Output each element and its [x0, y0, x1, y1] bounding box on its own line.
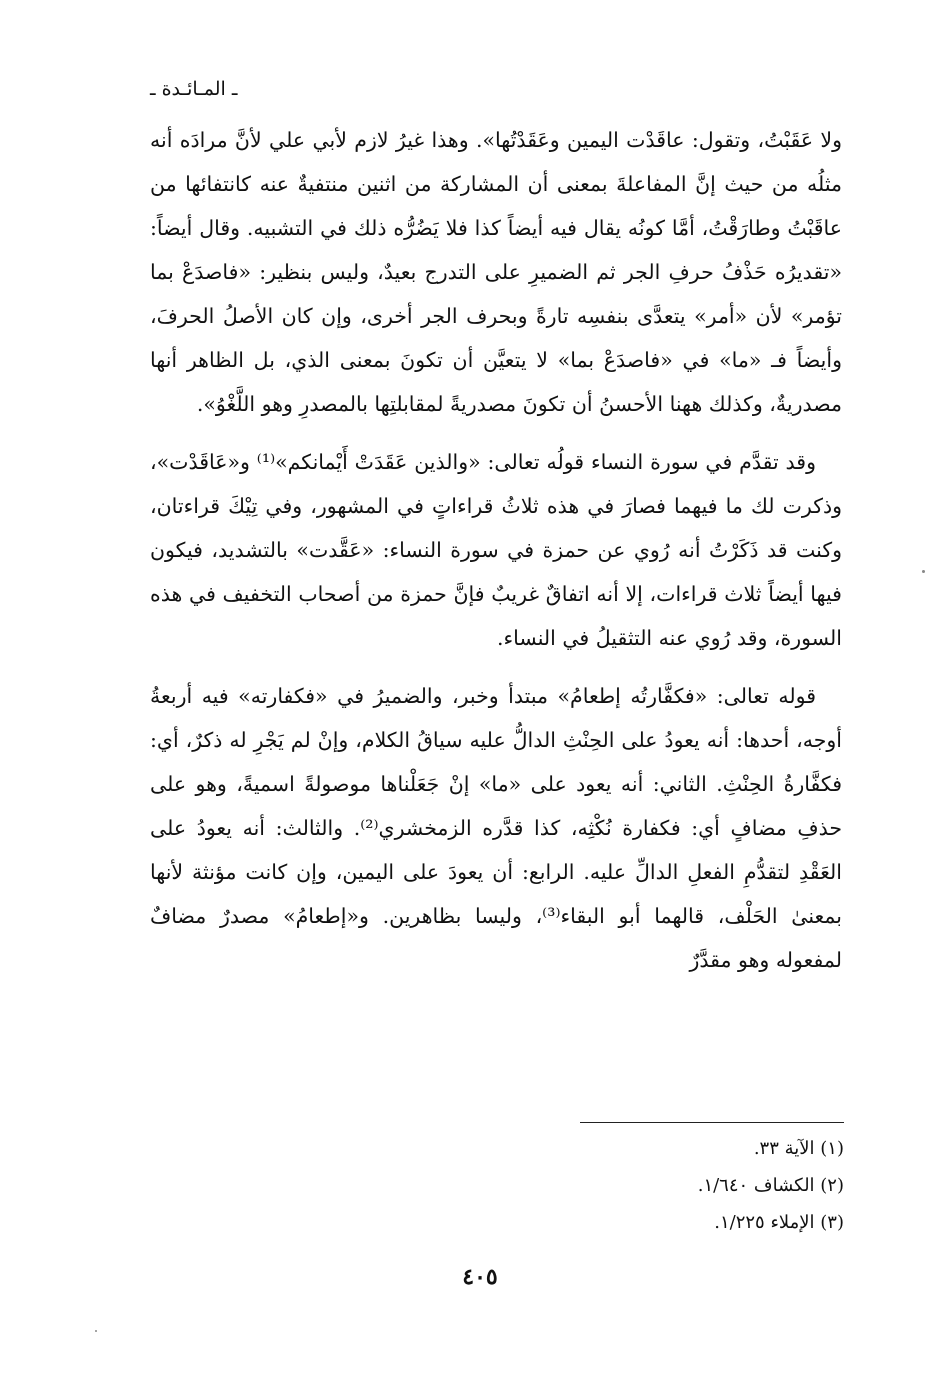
- footnote-separator: [580, 1122, 844, 1123]
- paragraph: وقد تقدَّم في سورة النساء قولُه تعالى: «والذين عَقَدَتْ أَيْمانكم»⁽¹⁾ و«عَاقَدْت»، وذكرت لك ما فيهما فصارَ في هذه ثلاثُ قراءاتٍ في المشهور، وفي تِيْكَ قراءتان، وكنت قد ذَكَرْتُ أنه رُوي عن حمزة في سورة النساء: «عَقَّدت» بالتشديد، فيكون فيها أيضاً ثلاث قراءات، إلا أنه اتفاقٌ غريبٌ فإنَّ حمزة من أصحاب التخفيف في هذه السورة، وقد رُوي عنه التثقيلُ في النساء.: [150, 450, 842, 650]
- footnotes: [420, 1130, 844, 1241]
- running-header: ـ المـائـدة ـ: [150, 78, 238, 100]
- body-text: [150, 118, 842, 996]
- scan-speck: [922, 570, 925, 573]
- paragraph: قوله تعالى: «فكفَّارتُه إطعامُ» مبتدأ وخبر، والضميرُ في «فكفارته» فيه أربعةُ أوجه، أحدها: أنه يعودُ على الحِنْثِ الدالُّ عليه سياقُ الكلام، وإنْ لم يَجْرِ له ذكرٌ، أي: فكفَّارةُ الحِنْثِ. الثاني: أنه يعود على «ما» إنْ جَعَلْناها موصولةً اسميةً، وهو على حذفِ مضافٍ أي: فكفارة نُكْثِه، كذا قدَّره الزمخشري⁽²⁾. والثالث: أنه يعودُ على العَقْدِ لتقدُّمِ الفعلِ الدالِّ عليه. الرابع: أن يعودَ على اليمين، وإن كانت مؤنثة لأنها بمعنىٰ الحَلْف، قالهما أبو البقاء⁽³⁾، وليسا بظاهرين. و«إطعامُ» مصدرٌ مضافٌ لمفعوله وهو مقدَّرٌ: [150, 684, 843, 972]
- footnote: (٣) الإملاء ١/٢٢٥.: [714, 1212, 844, 1233]
- footnote: (١) الآية ٣٣.: [753, 1138, 844, 1159]
- footnote: (٢) الكشاف ١/٦٤٠.: [697, 1175, 844, 1196]
- page-number: ٤٠٥: [462, 1264, 498, 1290]
- scan-speck: [95, 1330, 97, 1332]
- paragraph: ولا عَقَبْتُ، وتقول: عاقَدْت اليمين وعَقَدْتُها». وهذا غيرُ لازم لأبي علي لأنَّ مرادَه أنه مثلُه من حيث إنَّ المفاعلةَ بمعنى أن المشاركة من اثنين منتفيةٌ عنه كانتفائها من عاقَبْتُ وطارَقْتُ، أمَّا كونُه يقال فيه أيضاً كذا فلا يَضُرُّه ذلك في التشبيه. وقال أيضاً: «تقديرُه حَذْفُ حرفِ الجر ثم الضميرِ على التدرج بعيدٌ، وليس بنظير: «فاصدَعْ بما تؤمر» لأن «أمر» يتعدَّى بنفسِه تارةً وبحرف الجر أخرى، وإن كان الأصلُ الحرفَ، وأيضاً فـ «ما» في «فاصدَعْ بما» لا يتعيَّن أن تكونَ بمعنى الذي، بل الظاهر أنها مصدريةٌ، وكذلك ههنا الأحسنُ أن تكونَ مصدريةً لمقابلتِها بالمصدرِ وهو اللَّغْوُ».: [150, 128, 842, 416]
